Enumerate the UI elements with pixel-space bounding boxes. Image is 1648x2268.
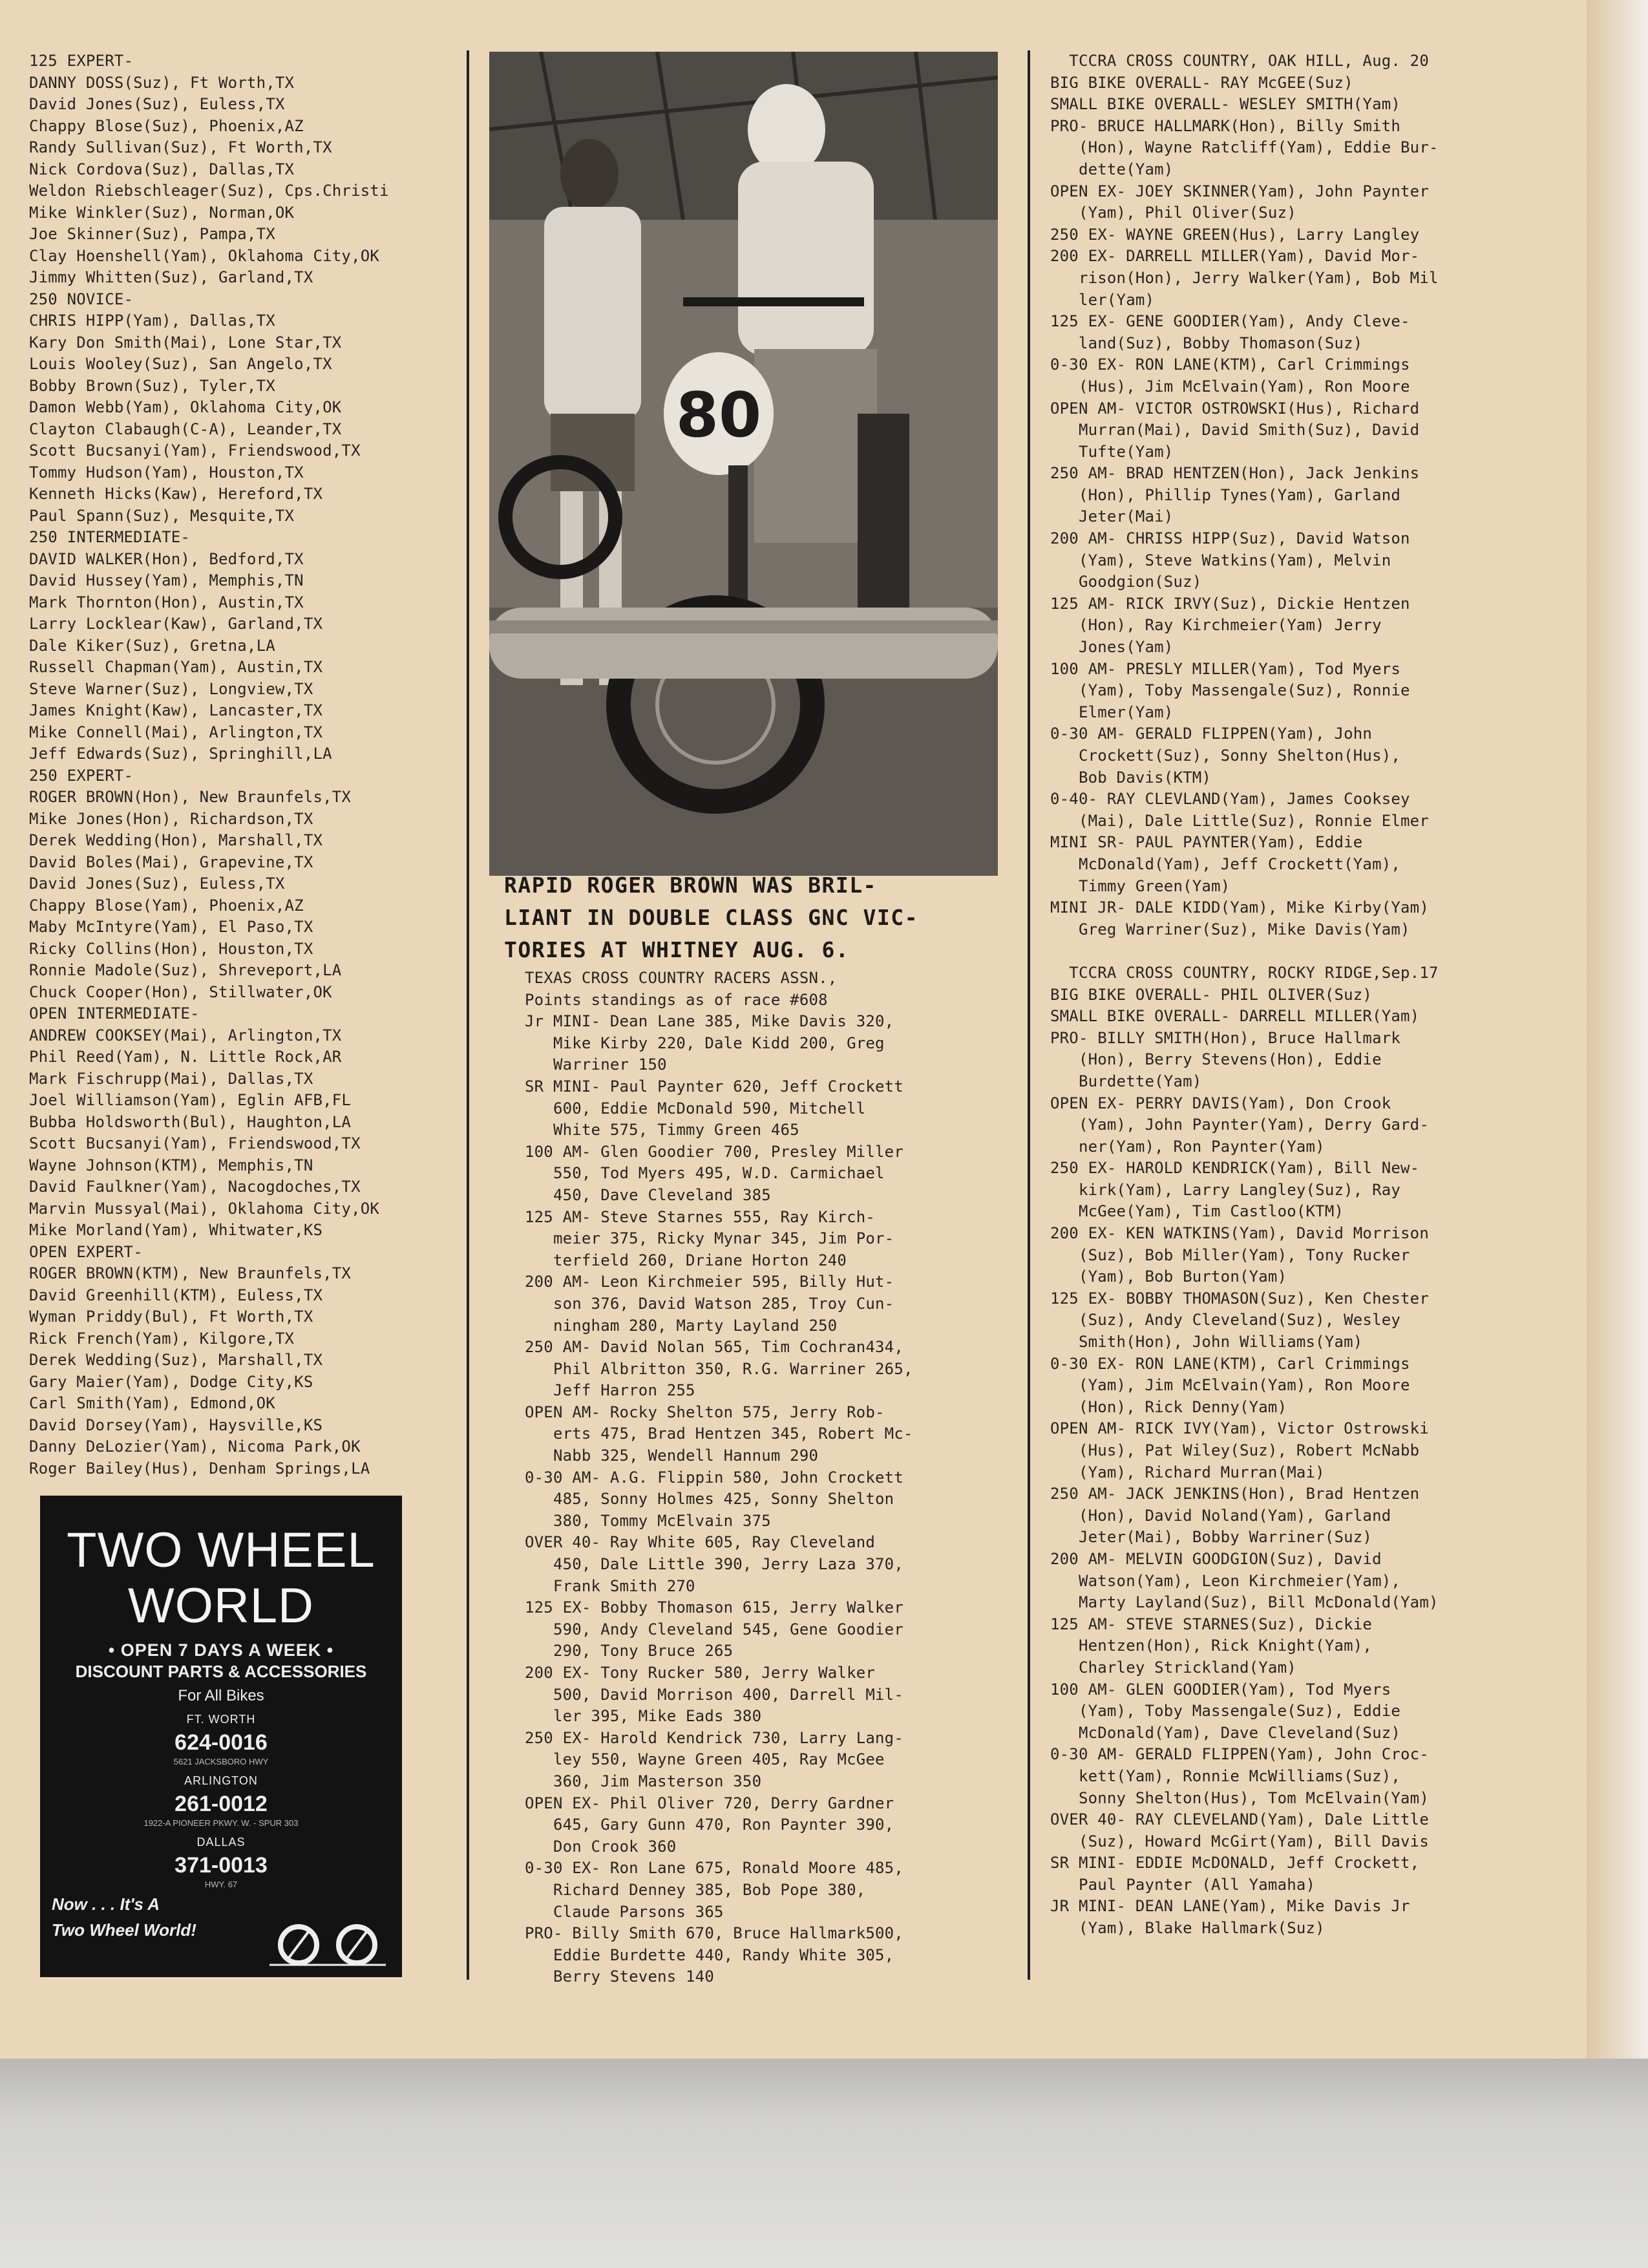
- standings-line: terfield 260, Driane Horton 240: [525, 1251, 847, 1269]
- result-line: OPEN EX- JOEY SKINNER(Yam), John Paynter: [1050, 182, 1429, 200]
- standings-line: Don Crook 360: [525, 1837, 677, 1856]
- result-line: Paul Paynter (All Yamaha): [1050, 1875, 1316, 1894]
- result-line: Scott Bucsanyi(Yam), Friendswood,TX: [29, 441, 361, 460]
- result-line: Marvin Mussyal(Mai), Oklahoma City,OK: [29, 1199, 380, 1218]
- result-line: (Hon), Phillip Tynes(Yam), Garland: [1050, 485, 1401, 504]
- race-photo: [489, 52, 998, 876]
- ad-phone: 624-0016: [174, 1730, 268, 1755]
- result-line: Mike Jones(Hon), Richardson,TX: [29, 809, 313, 828]
- caption-line: TORIES AT WHITNEY AUG. 6.: [504, 937, 850, 962]
- result-line: Roger Bailey(Hus), Denham Springs,LA: [29, 1459, 370, 1478]
- result-line: Crockett(Suz), Sonny Shelton(Hus),: [1050, 747, 1401, 765]
- result-line: (Yam), Blake Hallmark(Suz): [1050, 1919, 1325, 1938]
- result-line: BIG BIKE OVERALL- RAY McGEE(Suz): [1050, 73, 1353, 92]
- result-line: 125 EXPERT-: [29, 52, 134, 70]
- result-line: DANNY DOSS(Suz), Ft Worth,TX: [29, 73, 295, 92]
- ad-title-line: TWO WHEEL: [67, 1523, 375, 1578]
- column-rule-right: [1028, 50, 1030, 1980]
- result-line: (Hon), Wayne Ratcliff(Yam), Eddie Bur-: [1050, 138, 1439, 157]
- standings-line: 485, Sonny Holmes 425, Sonny Shelton: [525, 1490, 894, 1509]
- result-line: (Yam), Phil Oliver(Suz): [1050, 204, 1296, 222]
- result-line: Mark Thornton(Hon), Austin,TX: [29, 593, 304, 611]
- result-line: Nick Cordova(Suz), Dallas,TX: [29, 160, 295, 178]
- result-line: McGee(Yam), Tim Castloo(KTM): [1050, 1202, 1344, 1221]
- result-line: Murran(Mai), David Smith(Suz), David: [1050, 421, 1420, 440]
- result-line: [1050, 940, 1587, 962]
- result-line: David Dorsey(Yam), Haysville,KS: [29, 1415, 323, 1434]
- result-line: 250 INTERMEDIATE-: [29, 528, 191, 546]
- result-line: Joel Williamson(Yam), Eglin AFB,FL: [29, 1091, 352, 1109]
- result-line: (Yam), John Paynter(Yam), Derry Gard-: [1050, 1116, 1429, 1134]
- result-line: 0-30 AM- GERALD FLIPPEN(Yam), John: [1050, 725, 1373, 743]
- result-line: Carl Smith(Yam), Edmond,OK: [29, 1394, 275, 1412]
- result-line: ner(Yam), Ron Paynter(Yam): [1050, 1137, 1325, 1156]
- result-line: Louis Wooley(Suz), San Angelo,TX: [29, 355, 332, 373]
- caption-line: LIANT IN DOUBLE CLASS GNC VIC-: [504, 905, 919, 930]
- result-line: 250 EXPERT-: [29, 766, 134, 785]
- result-line: (Hon), Rick Denny(Yam): [1050, 1397, 1287, 1416]
- result-line: (Hon), Ray Kirchmeier(Yam) Jerry: [1050, 616, 1382, 635]
- result-line: BIG BIKE OVERALL- PHIL OLIVER(Suz): [1050, 985, 1373, 1004]
- result-line: Randy Sullivan(Suz), Ft Worth,TX: [29, 138, 332, 156]
- result-line: 250 NOVICE-: [29, 290, 134, 308]
- result-line: McDonald(Yam), Dave Cleveland(Suz): [1050, 1723, 1401, 1742]
- result-line: Charley Strickland(Yam): [1050, 1658, 1296, 1677]
- standings-line: 450, Dave Cleveland 385: [525, 1185, 771, 1204]
- result-line: JR MINI- DEAN LANE(Yam), Mike Davis Jr: [1050, 1897, 1410, 1916]
- result-line: ANDREW COOKSEY(Mai), Arlington,TX: [29, 1026, 342, 1044]
- result-line: Scott Bucsanyi(Yam), Friendswood,TX: [29, 1134, 361, 1152]
- result-line: TCCRA CROSS COUNTRY, OAK HILL, Aug. 20: [1050, 52, 1429, 70]
- result-line: Goodgion(Suz): [1050, 573, 1202, 591]
- result-line: Tommy Hudson(Yam), Houston,TX: [29, 463, 304, 482]
- standings-line: SR MINI- Paul Paynter 620, Jeff Crockett: [525, 1077, 903, 1096]
- result-line: rison(Hon), Jerry Walker(Yam), Bob Mil: [1050, 268, 1439, 287]
- result-line: (Yam), Toby Massengale(Suz), Ronnie: [1050, 681, 1410, 700]
- rider-photo-illustration: [489, 52, 998, 876]
- result-line: Timmy Green(Yam): [1050, 876, 1231, 895]
- result-line: Hentzen(Hon), Rick Knight(Yam),: [1050, 1637, 1373, 1655]
- result-line: (Hus), Pat Wiley(Suz), Robert McNabb: [1050, 1441, 1420, 1459]
- result-line: kett(Yam), Ronnie McWilliams(Suz),: [1050, 1766, 1401, 1785]
- result-line: Weldon Riebschleager(Suz), Cps.Christi: [29, 182, 389, 200]
- result-line: kirk(Yam), Larry Langley(Suz), Ray: [1050, 1180, 1401, 1199]
- result-line: (Yam), Steve Watkins(Yam), Melvin: [1050, 551, 1391, 569]
- result-line: David Boles(Mai), Grapevine,TX: [29, 853, 313, 871]
- result-line: Wyman Priddy(Bul), Ft Worth,TX: [29, 1308, 313, 1326]
- result-line: Derek Wedding(Suz), Marshall,TX: [29, 1351, 323, 1369]
- standings-line: Phil Albritton 350, R.G. Warriner 265,: [525, 1359, 913, 1378]
- standings-line: 250 AM- David Nolan 565, Tim Cochran434,: [525, 1338, 903, 1357]
- result-line: James Knight(Kaw), Lancaster,TX: [29, 701, 323, 719]
- result-line: (Yam), Richard Murran(Mai): [1050, 1463, 1325, 1481]
- standings-line: PRO- Billy Smith 670, Bruce Hallmark500,: [525, 1924, 903, 1943]
- result-line: OPEN AM- RICK IVY(Yam), Victor Ostrowski: [1050, 1419, 1429, 1438]
- result-line: 125 EX- BOBBY THOMASON(Suz), Ken Chester: [1050, 1289, 1429, 1308]
- ad-address: 1922-A PIONEER PKWY. W. - SPUR 303: [143, 1818, 299, 1828]
- standings-line: OPEN EX- Phil Oliver 720, Derry Gardner: [525, 1794, 894, 1812]
- photo-caption: [504, 869, 995, 966]
- result-line: 200 AM- MELVIN GOODGION(Suz), David: [1050, 1549, 1382, 1568]
- scanner-background: [0, 2059, 1648, 2268]
- standings-line: Mike Kirby 220, Dale Kidd 200, Greg: [525, 1033, 885, 1052]
- results-column-left: [29, 50, 462, 1479]
- result-line: 200 AM- CHRISS HIPP(Suz), David Watson: [1050, 529, 1410, 548]
- result-line: Jones(Yam): [1050, 638, 1174, 657]
- result-line: Rick French(Yam), Kilgore,TX: [29, 1329, 295, 1348]
- standings-line: 0-30 AM- A.G. Flippin 580, John Crockett: [525, 1468, 903, 1487]
- ad-hours: • OPEN 7 DAYS A WEEK •: [108, 1640, 334, 1660]
- result-line: David Faulkner(Yam), Nacogdoches,TX: [29, 1178, 361, 1196]
- result-line: PRO- BRUCE HALLMARK(Hon), Billy Smith: [1050, 116, 1401, 135]
- standings-line: TEXAS CROSS COUNTRY RACERS ASSN.,: [525, 969, 838, 987]
- standings-line: Richard Denney 385, Bob Pope 380,: [525, 1880, 866, 1899]
- ad-title: [40, 1523, 402, 1634]
- result-line: (Yam), Bob Burton(Yam): [1050, 1267, 1287, 1286]
- result-line: 250 AM- JACK JENKINS(Hon), Brad Hentzen: [1050, 1485, 1420, 1503]
- result-line: DAVID WALKER(Hon), Bedford,TX: [29, 549, 304, 568]
- wheels-logo-icon: [269, 1922, 386, 1967]
- result-line: (Yam), Toby Massengale(Suz), Eddie: [1050, 1702, 1401, 1721]
- standings-line: son 376, David Watson 285, Troy Cun-: [525, 1294, 894, 1313]
- standings-line: Eddie Burdette 440, Randy White 305,: [525, 1945, 894, 1964]
- result-line: Chappy Blose(Suz), Phoenix,AZ: [29, 116, 304, 135]
- standings-line: 360, Jim Masterson 350: [525, 1772, 762, 1790]
- standings-line: Berry Stevens 140: [525, 1967, 714, 1986]
- result-line: Phil Reed(Yam), N. Little Rock,AR: [29, 1048, 342, 1066]
- result-line: Jeter(Mai): [1050, 507, 1174, 526]
- result-line: Jeff Edwards(Suz), Springhill,LA: [29, 745, 332, 763]
- ad-city: DALLAS: [196, 1836, 246, 1849]
- result-line: Jeter(Mai), Bobby Warriner(Suz): [1050, 1528, 1373, 1547]
- result-line: Maby McIntyre(Yam), El Paso,TX: [29, 918, 313, 936]
- result-line: CHRIS HIPP(Yam), Dallas,TX: [29, 312, 275, 330]
- ad-city: FT. WORTH: [186, 1713, 256, 1726]
- ad-slogan-line: Two Wheel World!: [52, 1920, 196, 1940]
- result-line: Mike Morland(Yam), Whitwater,KS: [29, 1221, 323, 1239]
- standings-line: ley 550, Wayne Green 405, Ray McGee: [525, 1750, 885, 1769]
- result-line: ROGER BROWN(KTM), New Braunfels,TX: [29, 1264, 352, 1282]
- standings-line: 200 EX- Tony Rucker 580, Jerry Walker: [525, 1664, 876, 1682]
- ad-address: 5621 JACKSBORO HWY: [173, 1757, 269, 1766]
- result-line: Mike Winkler(Suz), Norman,OK: [29, 203, 295, 222]
- standings-line: 200 AM- Leon Kirchmeier 595, Billy Hut-: [525, 1273, 894, 1291]
- result-line: Bobby Brown(Suz), Tyler,TX: [29, 376, 275, 395]
- result-line: Burdette(Yam): [1050, 1072, 1202, 1090]
- ad-tagline: For All Bikes: [178, 1687, 264, 1704]
- result-line: MINI SR- PAUL PAYNTER(Yam), Eddie: [1050, 833, 1363, 852]
- standings-line: erts 475, Brad Hentzen 345, Robert Mc-: [525, 1425, 913, 1443]
- result-line: OPEN EX- PERRY DAVIS(Yam), Don Crook: [1050, 1094, 1391, 1112]
- result-line: (Yam), Jim McElvain(Yam), Ron Moore: [1050, 1376, 1410, 1395]
- result-line: OPEN INTERMEDIATE-: [29, 1004, 200, 1023]
- standings-line: Claude Parsons 365: [525, 1902, 724, 1921]
- standings-line: ler 395, Mike Eads 380: [525, 1707, 762, 1726]
- result-line: Greg Warriner(Suz), Mike Davis(Yam): [1050, 920, 1410, 938]
- result-line: Mike Connell(Mai), Arlington,TX: [29, 723, 323, 741]
- ad-phone: 371-0013: [174, 1853, 268, 1878]
- ad-city: ARLINGTON: [184, 1774, 258, 1787]
- standings-line: 290, Tony Bruce 265: [525, 1642, 734, 1660]
- standings-line: 125 EX- Bobby Thomason 615, Jerry Walker: [525, 1598, 903, 1617]
- number-plate: 80: [675, 380, 762, 451]
- ad-slogan-line: Now . . . It's A: [52, 1894, 160, 1914]
- result-line: Kenneth Hicks(Kaw), Hereford,TX: [29, 485, 323, 503]
- result-line: 125 EX- GENE GOODIER(Yam), Andy Cleve-: [1050, 312, 1410, 331]
- standings-line: Jeff Harron 255: [525, 1381, 695, 1400]
- column-rule-left: [467, 50, 469, 1980]
- result-line: (Suz), Andy Cleveland(Suz), Wesley: [1050, 1311, 1401, 1330]
- result-line: David Greenhill(KTM), Euless,TX: [29, 1286, 323, 1304]
- result-line: David Jones(Suz), Euless,TX: [29, 874, 285, 893]
- caption-line: RAPID ROGER BROWN WAS BRIL-: [504, 873, 877, 898]
- result-line: 125 AM- RICK IRVY(Suz), Dickie Hentzen: [1050, 594, 1410, 613]
- standings-line: Points standings as of race #608: [525, 990, 828, 1009]
- result-line: Bubba Holdsworth(Bul), Haughton,LA: [29, 1112, 352, 1131]
- result-line: Gary Maier(Yam), Dodge City,KS: [29, 1372, 313, 1391]
- result-line: Marty Layland(Suz), Bill McDonald(Yam): [1050, 1593, 1439, 1612]
- result-line: Chuck Cooper(Hon), Stillwater,OK: [29, 982, 332, 1001]
- standings-line: 250 EX- Harold Kendrick 730, Larry Lang-: [525, 1728, 903, 1747]
- ad-address: HWY. 67: [204, 1880, 238, 1889]
- standings-line: 645, Gary Gunn 470, Ron Paynter 390,: [525, 1816, 894, 1834]
- result-line: PRO- BILLY SMITH(Hon), Bruce Hallmark: [1050, 1028, 1401, 1047]
- result-line: Elmer(Yam): [1050, 703, 1174, 721]
- standings-line: 590, Andy Cleveland 545, Gene Goodier: [525, 1620, 903, 1638]
- result-line: Russell Chapman(Yam), Austin,TX: [29, 658, 323, 676]
- result-line: (Hus), Jim McElvain(Yam), Ron Moore: [1050, 377, 1410, 396]
- result-line: Mark Fischrupp(Mai), Dallas,TX: [29, 1069, 313, 1088]
- ad-title-line: WORLD: [128, 1578, 314, 1633]
- ad-phone: 261-0012: [174, 1792, 268, 1816]
- standings-column-middle: [525, 968, 1022, 1988]
- standings-line: Nabb 325, Wendell Hannum 290: [525, 1447, 819, 1465]
- result-line: Sonny Shelton(Hus), Tom McElvain(Yam): [1050, 1788, 1429, 1807]
- result-line: Watson(Yam), Leon Kirchmeier(Yam),: [1050, 1571, 1401, 1590]
- result-line: 250 EX- HAROLD KENDRICK(Yam), Bill New-: [1050, 1159, 1420, 1178]
- result-line: Derek Wedding(Hon), Marshall,TX: [29, 831, 323, 849]
- result-line: (Hon), Berry Stevens(Hon), Eddie: [1050, 1050, 1382, 1069]
- result-line: 0-40- RAY CLEVLAND(Yam), James Cooksey: [1050, 790, 1410, 809]
- result-line: SMALL BIKE OVERALL- DARRELL MILLER(Yam): [1050, 1007, 1420, 1026]
- result-line: Chappy Blose(Yam), Phoenix,AZ: [29, 896, 304, 915]
- result-line: (Hon), David Noland(Yam), Garland: [1050, 1506, 1391, 1525]
- result-line: OPEN AM- VICTOR OSTROWSKI(Hus), Richard: [1050, 399, 1420, 418]
- result-line: ROGER BROWN(Hon), New Braunfels,TX: [29, 788, 352, 806]
- result-line: 100 AM- PRESLY MILLER(Yam), Tod Myers: [1050, 659, 1401, 678]
- result-line: 200 EX- DARRELL MILLER(Yam), David Mor-: [1050, 247, 1420, 266]
- standings-line: White 575, Timmy Green 465: [525, 1121, 799, 1139]
- result-line: 100 AM- GLEN GOODIER(Yam), Tod Myers: [1050, 1680, 1391, 1699]
- result-line: Joe Skinner(Suz), Pampa,TX: [29, 225, 275, 243]
- standings-line: 380, Tommy McElvain 375: [525, 1511, 771, 1530]
- standings-line: Frank Smith 270: [525, 1576, 695, 1595]
- result-line: 200 EX- KEN WATKINS(Yam), David Morrison: [1050, 1224, 1429, 1243]
- result-line: Clay Hoenshell(Yam), Oklahoma City,OK: [29, 246, 380, 265]
- result-line: David Hussey(Yam), Memphis,TN: [29, 571, 304, 589]
- standings-line: Warriner 150: [525, 1055, 667, 1074]
- standings-line: 450, Dale Little 390, Jerry Laza 370,: [525, 1555, 903, 1574]
- standings-line: 550, Tod Myers 495, W.D. Carmichael: [525, 1164, 885, 1183]
- result-line: Wayne Johnson(KTM), Memphis,TN: [29, 1156, 313, 1174]
- result-line: 0-30 EX- RON LANE(KTM), Carl Crimmings: [1050, 355, 1410, 374]
- result-line: Steve Warner(Suz), Longview,TX: [29, 679, 313, 698]
- result-line: (Suz), Bob Miller(Yam), Tony Rucker: [1050, 1245, 1410, 1264]
- result-line: ler(Yam): [1050, 290, 1155, 309]
- ad-discount: DISCOUNT PARTS & ACCESSORIES: [75, 1662, 367, 1681]
- standings-line: meier 375, Ricky Mynar 345, Jim Por-: [525, 1229, 894, 1248]
- result-line: TCCRA CROSS COUNTRY, ROCKY RIDGE,Sep.17: [1050, 963, 1439, 982]
- result-line: SMALL BIKE OVERALL- WESLEY SMITH(Yam): [1050, 95, 1401, 114]
- standings-line: 500, David Morrison 400, Darrell Mil-: [525, 1685, 903, 1704]
- result-line: 250 EX- WAYNE GREEN(Hus), Larry Langley: [1050, 225, 1420, 244]
- result-line: 250 AM- BRAD HENTZEN(Hon), Jack Jenkins: [1050, 464, 1420, 483]
- standings-line: OVER 40- Ray White 605, Ray Cleveland: [525, 1533, 876, 1552]
- result-line: (Suz), Howard McGirt(Yam), Bill Davis: [1050, 1832, 1429, 1850]
- result-line: MINI JR- DALE KIDD(Yam), Mike Kirby(Yam): [1050, 898, 1429, 917]
- result-line: McDonald(Yam), Jeff Crockett(Yam),: [1050, 854, 1401, 873]
- result-line: 125 AM- STEVE STARNES(Suz), Dickie: [1050, 1615, 1373, 1633]
- result-line: OPEN EXPERT-: [29, 1242, 143, 1261]
- results-column-right: [1050, 50, 1587, 1940]
- result-line: Ronnie Madole(Suz), Shreveport,LA: [29, 961, 342, 979]
- standings-line: OPEN AM- Rocky Shelton 575, Jerry Rob-: [525, 1403, 885, 1421]
- result-line: Larry Locklear(Kaw), Garland,TX: [29, 615, 323, 633]
- result-line: Bob Davis(KTM): [1050, 768, 1212, 787]
- two-wheel-world-ad: [40, 1496, 402, 1977]
- result-line: Tufte(Yam): [1050, 442, 1174, 461]
- result-line: Paul Spann(Suz), Mesquite,TX: [29, 506, 295, 525]
- standings-line: 125 AM- Steve Starnes 555, Ray Kirch-: [525, 1207, 876, 1226]
- result-line: Dale Kiker(Suz), Gretna,LA: [29, 636, 275, 655]
- result-line: 0-30 EX- RON LANE(KTM), Carl Crimmings: [1050, 1354, 1410, 1373]
- ad-slogan: [52, 1891, 196, 1943]
- page-edge: [1587, 0, 1648, 2059]
- standings-line: ningham 280, Marty Layland 250: [525, 1316, 838, 1335]
- standings-line: Jr MINI- Dean Lane 385, Mike Davis 320,: [525, 1012, 894, 1031]
- result-line: Danny DeLozier(Yam), Nicoma Park,OK: [29, 1437, 361, 1456]
- result-line: Jimmy Whitten(Suz), Garland,TX: [29, 268, 313, 286]
- result-line: Ricky Collins(Hon), Houston,TX: [29, 939, 313, 958]
- result-line: Smith(Hon), John Williams(Yam): [1050, 1333, 1363, 1351]
- result-line: OVER 40- RAY CLEVELAND(Yam), Dale Little: [1050, 1810, 1429, 1829]
- result-line: (Mai), Dale Little(Suz), Ronnie Elmer: [1050, 811, 1429, 830]
- result-line: David Jones(Suz), Euless,TX: [29, 95, 285, 113]
- standings-line: 0-30 EX- Ron Lane 675, Ronald Moore 485,: [525, 1859, 903, 1878]
- result-line: Kary Don Smith(Mai), Lone Star,TX: [29, 333, 342, 352]
- result-line: 0-30 AM- GERALD FLIPPEN(Yam), John Croc-: [1050, 1745, 1429, 1764]
- result-line: dette(Yam): [1050, 160, 1174, 178]
- result-line: land(Suz), Bobby Thomason(Suz): [1050, 334, 1363, 352]
- result-line: SR MINI- EDDIE McDONALD, Jeff Crockett,: [1050, 1854, 1420, 1872]
- result-line: Clayton Clabaugh(C-A), Leander,TX: [29, 419, 342, 438]
- standings-line: 100 AM- Glen Goodier 700, Presley Miller: [525, 1142, 903, 1161]
- result-line: Damon Webb(Yam), Oklahoma City,OK: [29, 398, 342, 416]
- standings-line: 600, Eddie McDonald 590, Mitchell: [525, 1099, 866, 1118]
